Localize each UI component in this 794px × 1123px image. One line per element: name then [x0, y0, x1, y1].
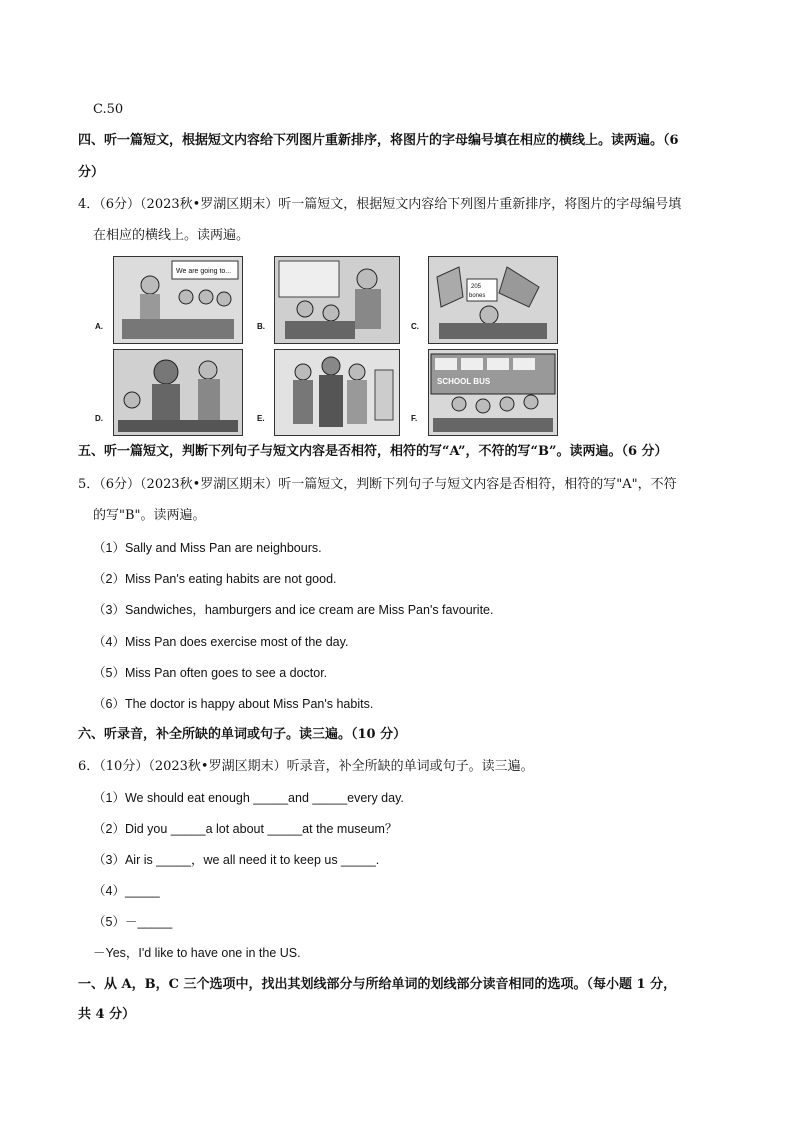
picture-label-a: A.	[95, 322, 103, 331]
section5-item-3: （3）Sandwiches，hamburgers and ice cream are Miss Pan's favourite.	[93, 603, 494, 617]
section6-answer-line: －Yes，I'd like to have one in the US.	[93, 946, 301, 960]
section6-item-4: （4）_____	[93, 884, 160, 898]
question5-line2: 的写"B"。读两遍。	[93, 508, 206, 523]
section6-item-3: （3）Air is _____，we all need it to keep us _____.	[93, 853, 380, 867]
section5-item-2: （2）Miss Pan's eating habits are not good.	[93, 572, 337, 586]
section1-heading: 一、从 A，B，C 三个选项中，找出其划线部分与所给单词的划线部分读音相同的选项。（每小题 1 分，	[78, 977, 677, 992]
picture-f-caption: SCHOOL BUS	[437, 377, 491, 386]
picture-a-caption: We are going to...	[176, 268, 232, 275]
question4-line1: 4．（6分）（2023秋•罗湖区期末）听一篇短文，根据短文内容给下列图片重新排序，将图片的字母编号填	[78, 197, 682, 212]
section5-item-6: （6）The doctor is happy about Miss Pan's habits.	[93, 697, 374, 711]
section5-heading: 五、听一篇短文，判断下列句子与短文内容是否相符，相符的写“A”，不符的写“B”。读两遍。（6 分）	[78, 444, 668, 459]
picture-f	[428, 349, 558, 436]
picture-c	[428, 256, 558, 344]
section4-heading: 四、听一篇短文，根据短文内容给下列图片重新排序，将图片的字母编号填在相应的横线上。读两遍。（6	[78, 133, 679, 148]
section4-heading-cont: 分）	[78, 165, 105, 180]
picture-label-b: B.	[257, 322, 265, 331]
picture-label-e: E.	[257, 414, 265, 423]
picture-a	[113, 256, 243, 344]
picture-label-d: D.	[95, 414, 103, 423]
section5-item-5: （5）Miss Pan often goes to see a doctor.	[93, 666, 328, 680]
section5-item-4: （4）Miss Pan does exercise most of the day.	[93, 635, 349, 649]
picture-label-c: C.	[411, 322, 419, 331]
option-c: C.50	[93, 102, 124, 117]
picture-label-f: F.	[411, 414, 418, 423]
section6-item-1: （1）We should eat enough _____and _____every day.	[93, 791, 404, 805]
section6-item-5: （5）－_____	[93, 915, 173, 929]
question6-line1: 6．（10分）（2023秋•罗湖区期末）听录音，补全所缺的单词或句子。读三遍。	[78, 759, 534, 774]
svg-text:205: 205	[471, 284, 482, 290]
section6-heading: 六、听录音，补全所缺的单词或句子。读三遍。（10 分）	[78, 727, 407, 742]
svg-text:bones: bones	[469, 293, 486, 299]
section5-item-1: （1）Sally and Miss Pan are neighbours.	[93, 541, 322, 555]
section6-item-2: （2）Did you _____a lot about _____at the museum？	[93, 822, 398, 836]
picture-e	[274, 349, 400, 436]
section1-heading-cont: 共 4 分）	[78, 1007, 136, 1022]
question4-line2: 在相应的横线上。读两遍。	[93, 228, 250, 243]
question5-line1: 5．（6分）（2023秋•罗湖区期末）听一篇短文，判断下列句子与短文内容是否相符，相符的写"A"，不符	[78, 477, 677, 492]
picture-d	[113, 349, 243, 436]
picture-b	[274, 256, 400, 344]
